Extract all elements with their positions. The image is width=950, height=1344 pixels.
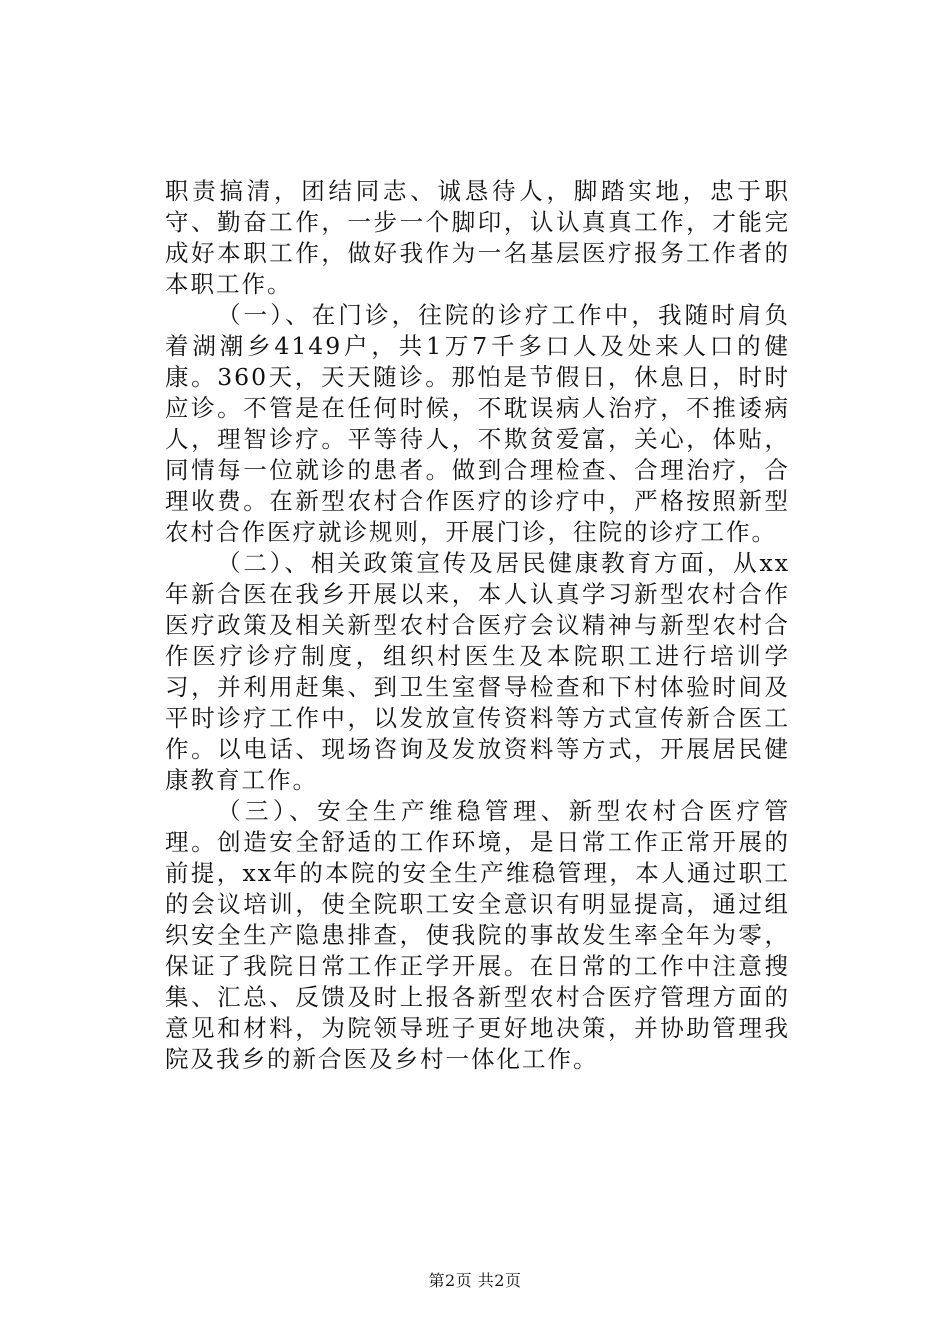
paragraph-policy-education: （二）、相关政策宣传及居民健康教育方面，从xx年新合医在我乡开展以来，本人认真学习新型农村合作医疗政策及相关新型农村合医疗会议精神与新型农村合作医疗诊疗制度，组织村医生及本院职工进行培训学习，并利用赶集、到卫生室督导检查和下村体验时间及平时诊疗工作中，以发放宣传资料等方式宣传新合医工作。以电话、现场咨询及发放资料等方式，开展居民健康教育工作。 [165, 549, 790, 794]
page-footer: 第2页 共2页 [428, 1271, 522, 1290]
paragraph-continuation: 职责搞清，团结同志、诚恳待人，脚踏实地，忠于职守、勤奋工作，一步一个脚印，认认真真工作，才能完成好本职工作，做好我作为一名基层医疗报务工作者的本职工作。 [165, 177, 790, 298]
paragraph-outpatient-work: （一）、在门诊，往院的诊疗工作中，我随时肩负着湖潮乡4149户，共1万7千多口人及处来人口的健康。360天，天天随诊。那怕是节假日，休息日，时时应诊。不管是在任何时候，不耽误病人治疗，不推诿病人，理智诊疗。平等待人，不欺贫爱富，关心，体贴，同情每一位就诊的患者。做到合理检查、合理治疗，合理收费。在新型农村合作医疗的诊疗中，严格按照新型农村合作医疗就诊规则，开展门诊，往院的诊疗工作。 [165, 301, 790, 546]
document-body [165, 176, 790, 1075]
paragraph-safety-management: （三）、安全生产维稳管理、新型农村合医疗管理。创造安全舒适的工作环境，是日常工作正常开展的前提，xx年的本院的安全生产维稳管理，本人通过职工的会议培训，使全院职工安全意识有明显提高，通过组织安全生产隐患排查，使我院的事故发生率全年为零，保证了我院日常工作正学开展。在日常的工作中注意搜集、汇总、反馈及时上报各新型农村合医疗管理方面的意见和材料，为院领导班子更好地决策，并协助管理我院及我乡的新合医及乡村一体化工作。 [165, 797, 790, 1073]
